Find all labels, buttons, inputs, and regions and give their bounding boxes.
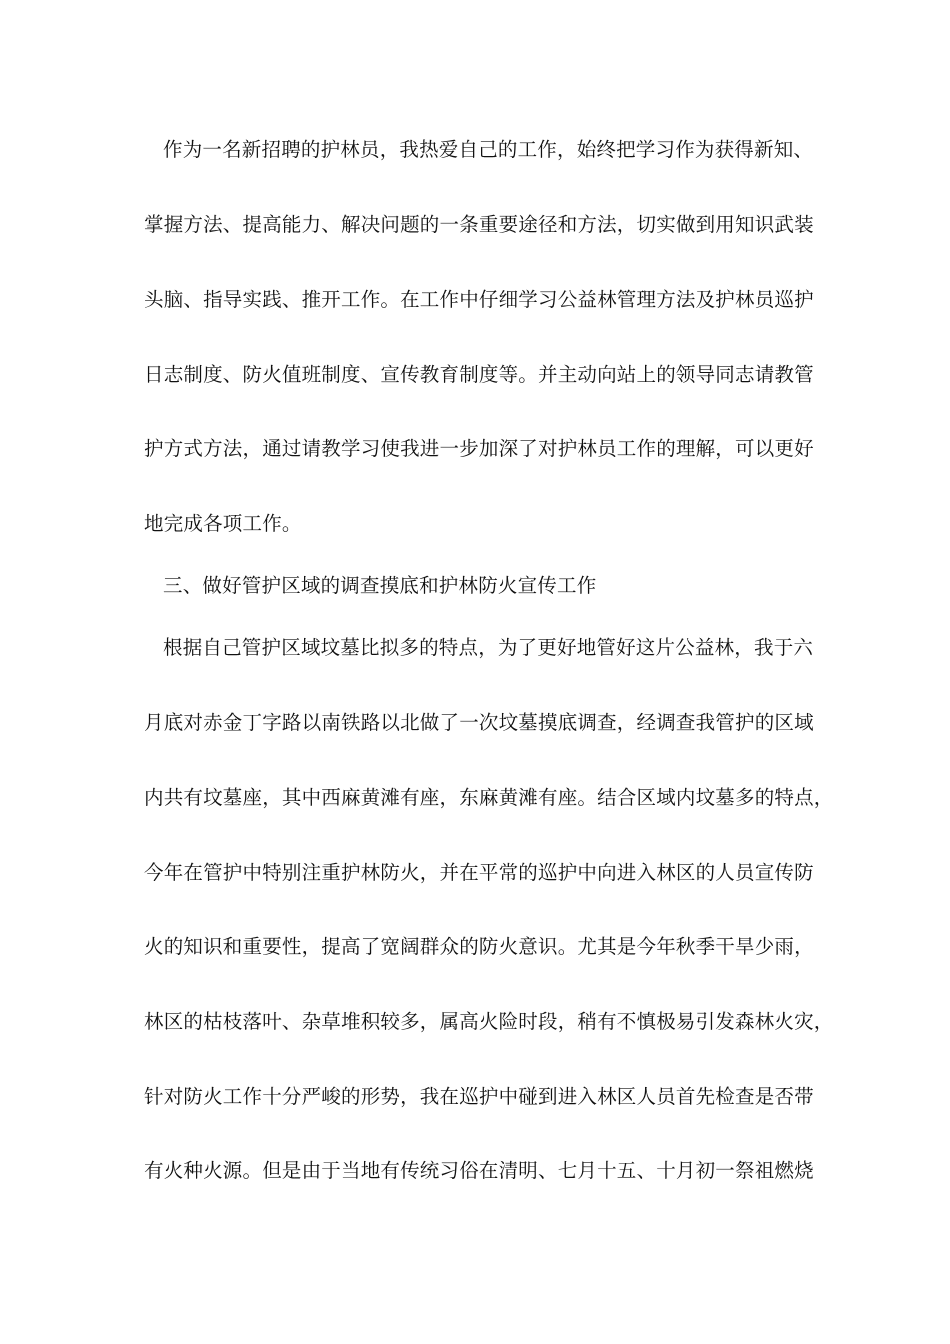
paragraph-line: 今年在管护中特别注重护林防火，并在平常的巡护中向进入林区的人员宣传防 — [144, 861, 814, 884]
paragraph-line: 有火种火源。但是由于当地有传统习俗在清明、七月十五、十月初一祭祖燃烧 — [144, 1159, 814, 1182]
paragraph-line: 月底对赤金丁字路以南铁路以北做了一次坟墓摸底调查，经调查我管护的区域 — [144, 711, 814, 734]
paragraph-line: 地完成各项工作。 — [144, 512, 302, 535]
paragraph-line: 针对防火工作十分严峻的形势，我在巡护中碰到进入林区人员首先检查是否带 — [144, 1085, 814, 1108]
paragraph-line: 火的知识和重要性，提高了宽阔群众的防火意识。尤其是今年秋季干旱少雨， — [144, 935, 814, 958]
paragraph-line: 头脑、指导实践、推开工作。在工作中仔细学习公益林管理方法及护林员巡护 — [144, 288, 814, 311]
paragraph-line: 林区的枯枝落叶、杂草堆积较多，属高火险时段，稍有不慎极易引发森林火灾， — [144, 1010, 834, 1033]
paragraph-line: 内共有坟墓座，其中西麻黄滩有座，东麻黄滩有座。结合区域内坟墓多的特点， — [144, 786, 834, 809]
paragraph-line: 掌握方法、提高能力、解决问题的一条重要途径和方法，切实做到用知识武装 — [144, 213, 814, 236]
paragraph-line: 护方式方法，通过请教学习使我进一步加深了对护林员工作的理解，可以更好 — [144, 437, 814, 460]
paragraph-line: 日志制度、防火值班制度、宣传教育制度等。并主动向站上的领导同志请教管 — [144, 363, 814, 386]
section-heading: 三、做好管护区域的调查摸底和护林防火宣传工作 — [163, 574, 597, 597]
paragraph-line: 作为一名新招聘的护林员，我热爱自己的工作，始终把学习作为获得新知、 — [163, 138, 814, 161]
paragraph-line: 根据自己管护区域坟墓比拟多的特点，为了更好地管好这片公益林，我于六 — [163, 636, 814, 659]
